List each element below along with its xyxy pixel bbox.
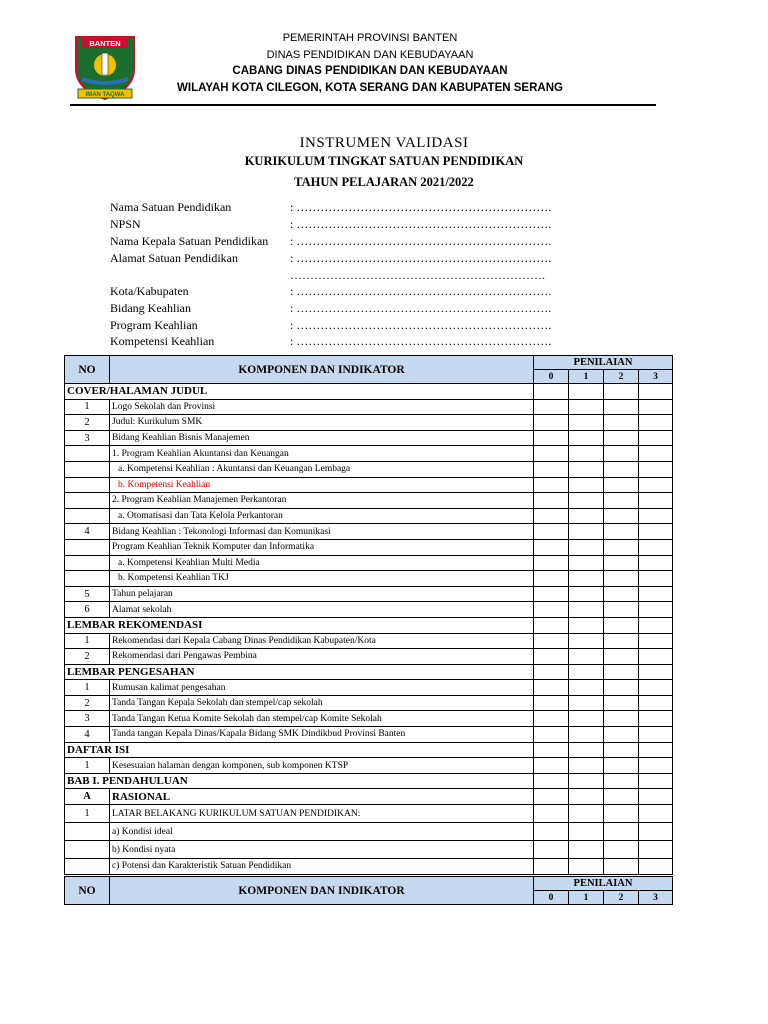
score-cell-1[interactable]: [569, 841, 604, 859]
score-cell-1[interactable]: [569, 555, 604, 571]
score-cell-2[interactable]: [604, 446, 639, 462]
logo-top-text: BANTEN: [89, 39, 121, 48]
table-row: [65, 680, 673, 696]
score-cell-3[interactable]: [639, 859, 673, 875]
indicator-text: Logo Sekolah dan Provinsi: [110, 399, 534, 415]
score-cell-3[interactable]: [639, 571, 673, 587]
table-row: [65, 399, 673, 415]
score-cell-3[interactable]: [639, 789, 673, 805]
score-cell-1[interactable]: [569, 742, 604, 758]
table-row: [65, 711, 673, 727]
document-year: TAHUN PELAJARAN 2021/2022: [294, 175, 474, 189]
table-row: [65, 727, 673, 743]
table-row: [65, 430, 673, 446]
row-number: 1: [65, 758, 110, 774]
banten-logo: [70, 33, 140, 101]
table-row: [65, 415, 673, 431]
info-label: Program Keahlian: [110, 318, 198, 332]
row-number: 3: [65, 430, 110, 446]
row-number: 4: [65, 727, 110, 743]
subsection-row: [65, 789, 673, 805]
score-cell-3[interactable]: [639, 586, 673, 602]
score-cell-3[interactable]: [639, 711, 673, 727]
row-number: [65, 461, 110, 477]
score-cell-0[interactable]: [534, 617, 569, 633]
score-cell-2[interactable]: [604, 649, 639, 665]
indicator-text: 2. Program Keahlian Manajemen Perkantoran: [110, 493, 534, 509]
indicator-text: Tanda Tangan Ketua Komite Sekolah dan stempel/cap Komite Sekolah: [110, 711, 534, 727]
table-row: [65, 695, 673, 711]
indicator-text: b. Kompetensi Keahlian: [110, 477, 534, 493]
score-cell-2[interactable]: [604, 758, 639, 774]
info-label: Nama Kepala Satuan Pendidikan: [110, 234, 269, 248]
score-cell-0[interactable]: [534, 841, 569, 859]
logo-bottom-text: IMAN TAQWA: [85, 92, 125, 98]
score-cell-3[interactable]: [639, 446, 673, 462]
info-value[interactable]: : ……………………………………………………….: [290, 234, 552, 248]
section-title: LEMBAR PENGESAHAN: [65, 664, 534, 680]
info-label: Kota/Kabupaten: [110, 284, 189, 298]
score-cell-0[interactable]: [534, 711, 569, 727]
score-cell-3[interactable]: [639, 461, 673, 477]
table-row: [65, 524, 673, 540]
row-number: 2: [65, 695, 110, 711]
score-cell-1[interactable]: [569, 477, 604, 493]
section-title: COVER/HALAMAN JUDUL: [65, 384, 534, 400]
row-number: 1: [65, 633, 110, 649]
score-cell-1[interactable]: [569, 586, 604, 602]
score-cell-0[interactable]: [534, 493, 569, 509]
score-cell-1[interactable]: [569, 695, 604, 711]
score-cell-1[interactable]: [569, 384, 604, 400]
indicator-text: Alamat sekolah: [110, 602, 534, 618]
score-cell-3[interactable]: [639, 727, 673, 743]
score-cell-3[interactable]: [639, 773, 673, 789]
section-row: [65, 384, 673, 400]
score-cell-2[interactable]: [604, 742, 639, 758]
score-cell-2[interactable]: [604, 617, 639, 633]
score-cell-0[interactable]: [534, 586, 569, 602]
kop-line-1: PEMERINTAH PROVINSI BANTEN: [282, 32, 458, 44]
row-number: 1: [65, 399, 110, 415]
row-number: A: [65, 789, 110, 805]
score-cell-1[interactable]: [569, 617, 604, 633]
info-label: Bidang Keahlian: [110, 301, 191, 315]
score-cell-1[interactable]: [569, 508, 604, 524]
info-value[interactable]: : ……………………………………………………….: [290, 301, 552, 315]
score-cell-1[interactable]: [569, 524, 604, 540]
info-label: Alamat Satuan Pendidikan: [110, 251, 238, 265]
info-value[interactable]: : ……………………………………………………….: [290, 334, 552, 348]
table-row: [65, 571, 673, 587]
row-number: [65, 539, 110, 555]
score-cell-2[interactable]: [604, 602, 639, 618]
score-cell-1[interactable]: [569, 493, 604, 509]
info-value[interactable]: : ……………………………………………………….: [290, 217, 552, 231]
indicator-text: Rekomendasi dari Pengawas Pembina: [110, 649, 534, 665]
score-cell-2[interactable]: [604, 415, 639, 431]
info-value[interactable]: : ……………………………………………………….: [290, 284, 552, 298]
score-1-header: 1: [569, 370, 604, 384]
score-cell-2[interactable]: [604, 399, 639, 415]
indicator-text: Bidang Keahlian : Tekonologi Informasi dan Komunikasi: [110, 524, 534, 540]
row-number: [65, 841, 110, 859]
score-cell-1[interactable]: [569, 680, 604, 696]
score-cell-1[interactable]: [569, 823, 604, 841]
score-cell-2[interactable]: [604, 695, 639, 711]
score-cell-3[interactable]: [639, 384, 673, 400]
score-cell-2[interactable]: [604, 727, 639, 743]
table-row: [65, 477, 673, 493]
info-label: Kompetensi Keahlian: [110, 334, 215, 348]
score-cell-0[interactable]: [534, 399, 569, 415]
info-label: NPSN: [110, 217, 141, 231]
table-row: [65, 602, 673, 618]
score-cell-0[interactable]: [534, 758, 569, 774]
info-value[interactable]: : ……………………………………………………….: [290, 318, 552, 332]
table-row: [65, 555, 673, 571]
score-cell-2[interactable]: [604, 823, 639, 841]
indicator-text: Program Keahlian Teknik Komputer dan Informatika: [110, 539, 534, 555]
score-cell-1[interactable]: [569, 805, 604, 823]
indicator-text: Rekomendasi dari Kepala Cabang Dinas Pendidikan Kabupaten/Kota: [110, 633, 534, 649]
row-number: [65, 493, 110, 509]
score-cell-0[interactable]: [534, 571, 569, 587]
score-cell-0[interactable]: [534, 446, 569, 462]
score-cell-0[interactable]: [534, 664, 569, 680]
score-cell-0[interactable]: [534, 524, 569, 540]
score-cell-3[interactable]: [639, 695, 673, 711]
score-3-header: 3: [639, 370, 673, 384]
row-number: [65, 555, 110, 571]
score-cell-1[interactable]: [569, 571, 604, 587]
section-title: BAB I. PENDAHULUAN: [65, 773, 534, 789]
indicator-text: c) Potensi dan Karakteristik Satuan Pendidikan: [110, 859, 534, 875]
indicator-text: Tanda Tangan Kepala Sekolah dan stempel/cap sekolah: [110, 695, 534, 711]
score-cell-0[interactable]: [534, 555, 569, 571]
row-number: [65, 446, 110, 462]
table-row: [65, 493, 673, 509]
row-number: 2: [65, 649, 110, 665]
indicator-text: Bidang Keahlian Bisnis Manajemen: [110, 430, 534, 446]
score-cell-0[interactable]: [534, 823, 569, 841]
section-title: LEMBAR REKOMENDASI: [65, 617, 534, 633]
score-cell-2[interactable]: [604, 539, 639, 555]
table-row: [65, 586, 673, 602]
score-cell-2[interactable]: [604, 586, 639, 602]
info-value[interactable]: : ……………………………………………………….: [290, 200, 552, 214]
indicator-text: Tanda tangan Kepala Dinas/Kapala Bidang SMK Dindikbud Provinsi Banten: [110, 727, 534, 743]
score-cell-2[interactable]: [604, 508, 639, 524]
score-cell-2[interactable]: [604, 680, 639, 696]
score-cell-3[interactable]: [639, 493, 673, 509]
score-cell-3[interactable]: [639, 680, 673, 696]
score-cell-1[interactable]: [569, 399, 604, 415]
score-cell-0[interactable]: [534, 859, 569, 875]
score-cell-0[interactable]: [534, 680, 569, 696]
info-value[interactable]: : ……………………………………………………….: [290, 251, 552, 265]
row-number: 1: [65, 805, 110, 823]
document-subtitle: KURIKULUM TINGKAT SATUAN PENDIDIKAN: [244, 154, 524, 168]
row-number: [65, 508, 110, 524]
indicator-text: Tahun pelajaran: [110, 586, 534, 602]
score-cell-3[interactable]: [639, 508, 673, 524]
row-number: 2: [65, 415, 110, 431]
table-row: [65, 446, 673, 462]
score-cell-0[interactable]: [534, 430, 569, 446]
score-cell-3[interactable]: [639, 649, 673, 665]
score-cell-2[interactable]: [604, 664, 639, 680]
score-cell-0[interactable]: [534, 773, 569, 789]
score-cell-1[interactable]: [569, 539, 604, 555]
score-cell-3[interactable]: [639, 664, 673, 680]
score-cell-2[interactable]: [604, 859, 639, 875]
score-cell-2[interactable]: [604, 633, 639, 649]
score-cell-0[interactable]: [534, 649, 569, 665]
header-komponen: KOMPONEN DAN INDIKATOR: [110, 877, 534, 905]
score-cell-1[interactable]: [569, 415, 604, 431]
score-cell-3[interactable]: [639, 742, 673, 758]
info-value[interactable]: ……………………………………………………….: [290, 268, 545, 282]
header-komponen: KOMPONEN DAN INDIKATOR: [110, 356, 534, 384]
indicator-text: a. Otomatisasi dan Tata Kelola Perkantoran: [110, 508, 534, 524]
row-number: [65, 571, 110, 587]
score-cell-2[interactable]: [604, 384, 639, 400]
score-cell-0[interactable]: [534, 727, 569, 743]
score-cell-3[interactable]: [639, 617, 673, 633]
table-row: [65, 859, 673, 875]
validation-table: [64, 355, 673, 875]
score-cell-2[interactable]: [604, 555, 639, 571]
table-row: [65, 633, 673, 649]
score-cell-1[interactable]: [569, 602, 604, 618]
kop-line-4: WILAYAH KOTA CILEGON, KOTA SERANG DAN KABUPATEN SERANG: [177, 81, 563, 94]
score-cell-1[interactable]: [569, 664, 604, 680]
row-number: 6: [65, 602, 110, 618]
score-cell-0[interactable]: [534, 742, 569, 758]
letterhead-divider: [70, 104, 656, 106]
score-cell-3[interactable]: [639, 477, 673, 493]
row-number: 1: [65, 680, 110, 696]
document-title: INSTRUMEN VALIDASI: [299, 135, 469, 151]
score-cell-0[interactable]: [534, 477, 569, 493]
info-label: Nama Satuan Pendidikan: [110, 200, 232, 214]
section-row: [65, 617, 673, 633]
indicator-text: Rumusan kalimat pengesahan: [110, 680, 534, 696]
score-cell-3[interactable]: [639, 633, 673, 649]
score-cell-2[interactable]: [604, 477, 639, 493]
row-number: 5: [65, 586, 110, 602]
score-cell-2[interactable]: [604, 524, 639, 540]
score-cell-1[interactable]: [569, 727, 604, 743]
score-cell-3[interactable]: [639, 415, 673, 431]
table-row: [65, 805, 673, 823]
row-number: [65, 477, 110, 493]
kop-line-2: DINAS PENDIDIKAN DAN KEBUDAYAAN: [266, 48, 474, 61]
table-row: [65, 758, 673, 774]
score-cell-3[interactable]: [639, 399, 673, 415]
row-number: [65, 859, 110, 875]
score-cell-1[interactable]: [569, 461, 604, 477]
score-0-header: 0: [534, 370, 569, 384]
table-row: [65, 649, 673, 665]
letterhead-text: [140, 30, 600, 96]
table-row: [65, 508, 673, 524]
score-cell-1[interactable]: [569, 430, 604, 446]
table-row: [65, 823, 673, 841]
score-cell-0[interactable]: [534, 461, 569, 477]
indicator-text: a) Kondisi ideal: [110, 823, 534, 841]
score-cell-3[interactable]: [639, 841, 673, 859]
score-0-header: 0: [534, 891, 569, 905]
indicator-text: RASIONAL: [110, 789, 534, 805]
score-cell-3[interactable]: [639, 524, 673, 540]
indicator-text: a. Kompetensi Keahlian : Akuntansi dan Keuangan Lembaga: [110, 461, 534, 477]
score-cell-3[interactable]: [639, 823, 673, 841]
score-cell-2[interactable]: [604, 773, 639, 789]
section-row: [65, 742, 673, 758]
indicator-text: b. Kompetensi Keahlian TKJ: [110, 571, 534, 587]
score-cell-0[interactable]: [534, 695, 569, 711]
score-cell-1[interactable]: [569, 859, 604, 875]
row-number: 3: [65, 711, 110, 727]
score-2-header: 2: [604, 891, 639, 905]
table-row: [65, 539, 673, 555]
header-no: NO: [65, 877, 110, 905]
score-cell-3[interactable]: [639, 555, 673, 571]
score-cell-3[interactable]: [639, 539, 673, 555]
row-number: [65, 823, 110, 841]
indicator-text: 1. Program Keahlian Akuntansi dan Keuangan: [110, 446, 534, 462]
validation-table-header-repeat: [64, 876, 673, 905]
score-cell-2[interactable]: [604, 493, 639, 509]
header-penilaian: PENILAIAN: [534, 356, 673, 370]
score-cell-2[interactable]: [604, 711, 639, 727]
table-row: [65, 461, 673, 477]
score-cell-1[interactable]: [569, 649, 604, 665]
header-penilaian: PENILAIAN: [534, 877, 673, 891]
header-no: NO: [65, 356, 110, 384]
score-cell-1[interactable]: [569, 758, 604, 774]
row-number: 4: [65, 524, 110, 540]
score-3-header: 3: [639, 891, 673, 905]
indicator-text: Kesesuaian halaman dengan komponen, sub komponen KTSP: [110, 758, 534, 774]
score-cell-2[interactable]: [604, 841, 639, 859]
score-cell-3[interactable]: [639, 758, 673, 774]
score-cell-2[interactable]: [604, 805, 639, 823]
indicator-text: LATAR BELAKANG KURIKULUM SATUAN PENDIDIKAN:: [110, 805, 534, 823]
indicator-text: Judul: Kurikulum SMK: [110, 415, 534, 431]
section-row: [65, 664, 673, 680]
score-cell-1[interactable]: [569, 773, 604, 789]
score-cell-1[interactable]: [569, 711, 604, 727]
score-cell-1[interactable]: [569, 446, 604, 462]
section-row: [65, 773, 673, 789]
score-cell-0[interactable]: [534, 602, 569, 618]
section-title: DAFTAR ISI: [65, 742, 534, 758]
score-cell-3[interactable]: [639, 602, 673, 618]
score-cell-0[interactable]: [534, 539, 569, 555]
score-2-header: 2: [604, 370, 639, 384]
score-cell-0[interactable]: [534, 384, 569, 400]
score-cell-1[interactable]: [569, 789, 604, 805]
score-cell-0[interactable]: [534, 789, 569, 805]
score-cell-3[interactable]: [639, 805, 673, 823]
score-cell-0[interactable]: [534, 508, 569, 524]
score-cell-2[interactable]: [604, 571, 639, 587]
score-1-header: 1: [569, 891, 604, 905]
kop-line-3: CABANG DINAS PENDIDIKAN DAN KEBUDAYAAN: [232, 65, 508, 77]
score-cell-0[interactable]: [534, 415, 569, 431]
score-cell-0[interactable]: [534, 633, 569, 649]
score-cell-2[interactable]: [604, 789, 639, 805]
score-cell-0[interactable]: [534, 805, 569, 823]
indicator-text: b) Kondisi nyata: [110, 841, 534, 859]
score-cell-2[interactable]: [604, 461, 639, 477]
score-cell-3[interactable]: [639, 430, 673, 446]
indicator-text: a. Kompetensi Keahlian Multi Media: [110, 555, 534, 571]
score-cell-1[interactable]: [569, 633, 604, 649]
score-cell-2[interactable]: [604, 430, 639, 446]
letterhead: [0, 0, 768, 110]
table-row: [65, 841, 673, 859]
